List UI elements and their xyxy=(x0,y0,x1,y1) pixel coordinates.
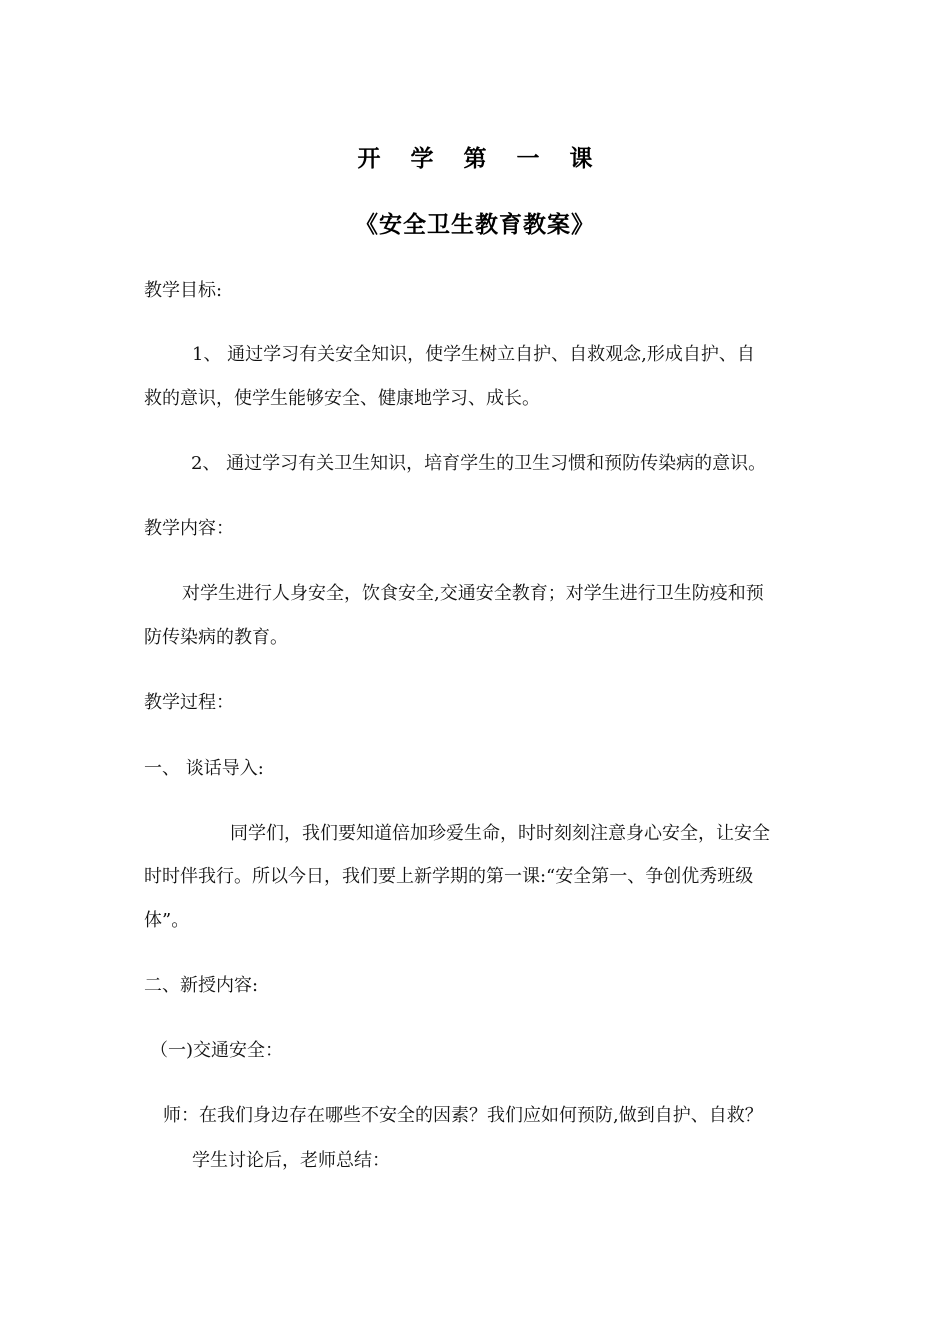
paragraph-line: 2、 通过学习有关卫生知识，培育学生的卫生习惯和预防传染病的意识。 xyxy=(191,453,767,474)
paragraph-line: 学生讨论后，老师总结： xyxy=(192,1150,390,1171)
document-subtitle: 《安全卫生教育教案》 xyxy=(355,212,595,238)
paragraph-line: 时时伴我行。所以今日，我们要上新学期的第一课:“安全第一、争创优秀班级 xyxy=(144,866,754,887)
section-heading-new-content: 二、新授内容: xyxy=(144,975,259,996)
section-heading-process: 教学过程： xyxy=(144,692,234,713)
section-heading-objectives: 教学目标: xyxy=(144,280,223,301)
paragraph-line: 师：在我们身边存在哪些不安全的因素？我们应如何预防,做到自护、自救？ xyxy=(163,1105,763,1126)
paragraph-line: 对学生进行人身安全，饮食安全,交通安全教育；对学生进行卫生防疫和预 xyxy=(182,583,764,604)
paragraph-line: 1、 通过学习有关安全知识，使学生树立自护、自救观念,形成自护、自 xyxy=(192,344,755,365)
section-heading-intro: 一、 谈话导入: xyxy=(144,758,264,779)
paragraph-line: 救的意识，使学生能够安全、健康地学习、成长。 xyxy=(144,388,540,409)
subsection-heading-traffic: （一)交通安全： xyxy=(150,1040,284,1061)
section-heading-content: 教学内容： xyxy=(144,518,234,539)
document-title: 开 学 第 一 课 xyxy=(357,146,604,172)
paragraph-line: 防传染病的教育。 xyxy=(144,627,288,648)
paragraph-line: 同学们，我们要知道倍加珍爱生命，时时刻刻注意身心安全，让安全 xyxy=(230,823,770,844)
paragraph-line: 体”。 xyxy=(144,910,190,931)
